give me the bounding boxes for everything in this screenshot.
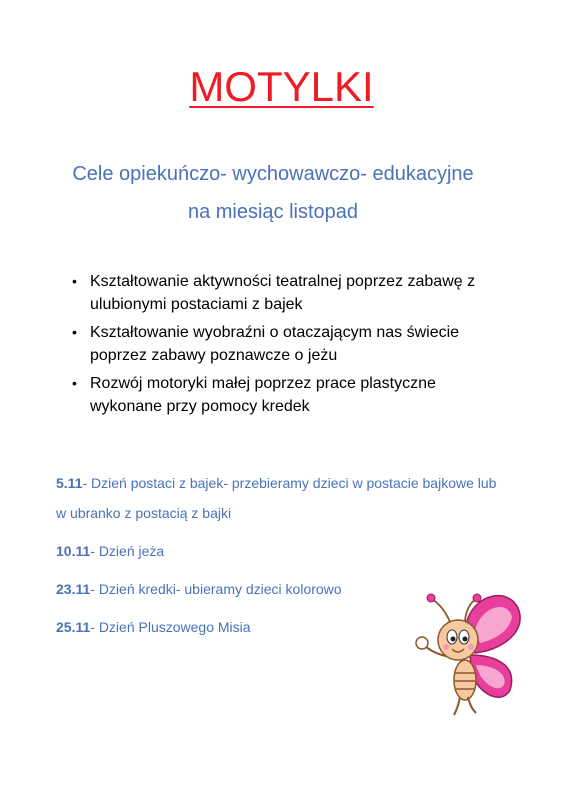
- event-text: - Dzień kredki- ubieramy dzieci kolorowo: [90, 581, 342, 597]
- event-date: 10.11: [56, 543, 91, 559]
- event-item: [56, 536, 526, 566]
- goal-item: [72, 372, 512, 418]
- goals-list: [72, 270, 512, 423]
- event-text-continued: w ubranko z postacią z bajki: [56, 505, 232, 521]
- goal-text-line-1: Kształtowanie aktywności teatralnej poprzez zabawę z: [90, 273, 476, 290]
- event-text: - Dzień jeża: [90, 543, 165, 559]
- subtitle-line-2: na miesiąc listopad: [187, 201, 359, 223]
- goal-text-line-2: wykonane przy pomocy kredek: [90, 398, 310, 415]
- page-title: MOTYLKI: [189, 63, 374, 110]
- event-date: 25.11: [56, 619, 91, 635]
- event-text: - Dzień postaci z bajek- przebieramy dzieci w postacie bajkowe lub: [82, 475, 497, 491]
- goal-item: [72, 270, 512, 316]
- subtitle-line-1: Cele opiekuńczo- wychowawczo- edukacyjne: [72, 163, 474, 185]
- bullet-icon: •: [72, 375, 77, 391]
- goal-text-line-1: Kształtowanie wyobraźni o otaczającym nas świecie: [90, 324, 460, 341]
- goal-text-line-2: ulubionymi postaciami z bajek: [90, 296, 303, 313]
- event-text: - Dzień Pluszowego Misia: [90, 619, 251, 635]
- event-date: 5.11: [56, 475, 83, 491]
- goal-text-line-2: poprzez zabawy poznawcze o jeżu: [90, 347, 338, 364]
- event-date: 23.11: [56, 581, 91, 597]
- bullet-icon: •: [72, 273, 77, 289]
- butterfly-icon: [410, 585, 525, 720]
- goal-text-line-1: Rozwój motoryki małej poprzez prace plastyczne: [90, 375, 436, 392]
- event-item: [56, 468, 526, 528]
- bullet-icon: •: [72, 324, 77, 340]
- goal-item: [72, 321, 512, 367]
